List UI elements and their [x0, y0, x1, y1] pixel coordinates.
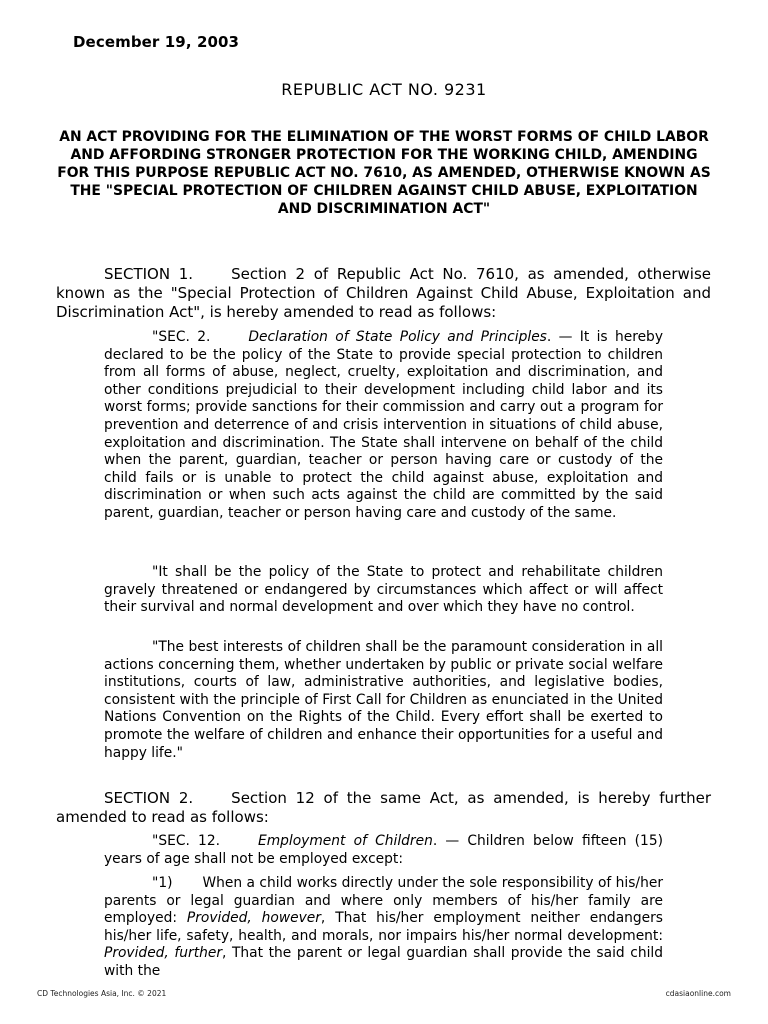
- section-2-paragraph: [56, 789, 711, 827]
- sec-12-quote: [104, 833, 663, 868]
- item-1-paragraph: [104, 875, 663, 981]
- sec-12-label: "SEC. 12.: [152, 833, 220, 849]
- sec-2-heading: Declaration of State Policy and Principles: [248, 329, 547, 345]
- section-1-text: Section 2 of Republic Act No. 7610, as amended, otherwise known as the "Special Protection of Children Against Child Abuse, Exploitation and Discrimination Act", is hereby amended to read as follows:: [56, 265, 711, 321]
- item-1-proviso-b: Provided, further: [104, 945, 223, 962]
- sec-12-heading: Employment of Children: [257, 833, 433, 849]
- section-1-paragraph: [56, 265, 711, 322]
- section-2-text: Section 12 of the same Act, as amended, is hereby further amended to read as follows:: [56, 789, 711, 826]
- sec-2-quote: [104, 329, 663, 523]
- best-interests-paragraph: [104, 639, 663, 762]
- item-1-text-b: , That his/her employment neither endangers his/her life, safety, health, and morals, nor impairs his/her normal development:: [104, 910, 663, 944]
- best-interests-text: "The best interests of children shall be the paramount consideration in all actions concerning them, whether undertaken by public or private social welfare institutions, courts of law, administrative authorities, and legislative bodies, consistent with the principle of First Call for Children as enunciated in the United Nations Convention on the Rights of the Child. Every effort shall be exerted to promote the welfare of children and enhance their opportunities for a useful and happy life.": [104, 639, 663, 761]
- act-title: AN ACT PROVIDING FOR THE ELIMINATION OF THE WORST FORMS OF CHILD LABOR AND AFFORDING STRONGER PROTECTION FOR THE WORKING CHILD, AMENDING FOR THIS PURPOSE REPUBLIC ACT NO. 7610, AS AMENDED, OTHERWISE KNOWN AS THE "SPECIAL PROTECTION OF CHILDREN AGAINST CHILD ABUSE, EXPLOITATION AND DISCRIMINATION ACT": [57, 129, 711, 217]
- item-1-text-a: When a child works directly under the sole responsibility of his/her parents or legal guardian and where only members of his/her family are employed:: [104, 875, 663, 927]
- policy-paragraph-text: "It shall be the policy of the State to protect and rehabilitate children gravely threatened or endangered by circumstances which affect or will affect their survival and normal development and over which they have no control.: [104, 564, 663, 616]
- sec-12-text: Children below fifteen (15) years of age shall not be employed except:: [104, 833, 663, 867]
- footer-site: cdasiaonline.com: [665, 989, 731, 998]
- section-2-label: SECTION 2.: [104, 789, 194, 807]
- item-1-proviso-a: Provided, however: [186, 910, 321, 927]
- footer-copyright: CD Technologies Asia, Inc. © 2021: [37, 989, 167, 998]
- item-1-label: "1): [152, 875, 173, 891]
- item-1-text-c: , That the parent or legal guardian shall provide the said child with the: [104, 945, 664, 979]
- document-date: December 19, 2003: [73, 33, 240, 51]
- act-number-heading: REPUBLIC ACT NO. 9231: [281, 80, 487, 99]
- sec-12-dash: . —: [432, 833, 468, 849]
- policy-paragraph: [104, 564, 663, 617]
- sec-2-text: It is hereby declared to be the policy of the State to provide special protection to children from all forms of abuse, neglect, cruelty, exploitation and discrimination, and other conditions prejudicial to their development including child labor and its worst forms; provide sanctions for their commission and carry out a program for prevention and deterrence of and crisis intervention in situations of child abuse, exploitation and discrimination. The State shall intervene on behalf of the child when the parent, guardian, teacher or person having care or custody of the child fails or is unable to protect the child against abuse, exploitation and discrimination or when such acts against the child are committed by the said parent, guardian, teacher or person having care and custody of the same.: [104, 329, 663, 521]
- sec-2-label: "SEC. 2.: [152, 329, 211, 345]
- section-1-label: SECTION 1.: [104, 265, 194, 283]
- sec-2-dash: . —: [546, 329, 580, 345]
